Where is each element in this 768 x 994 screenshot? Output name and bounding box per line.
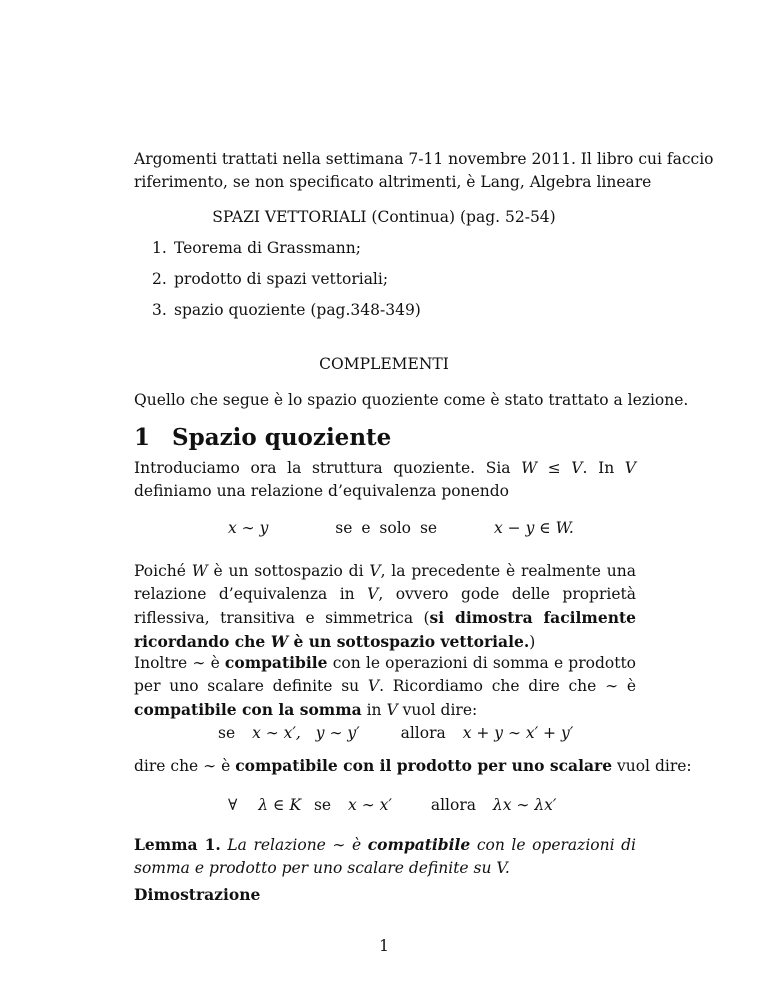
section-heading <box>134 424 391 451</box>
list-item-number: 1. <box>152 239 167 257</box>
intro-line-2: riferimento, se non specificato altrimenti, è Lang, Algebra lineare <box>134 173 652 191</box>
eq-mid: se e solo se <box>335 519 438 537</box>
paragraph-intro: Introduciamo ora la struttura quoziente. Sia W ≤ V. In V definiamo una relazione d’equivalenza ponendo <box>134 459 636 500</box>
list-item <box>152 270 388 288</box>
proof-heading: Dimostrazione <box>134 885 261 904</box>
list-item-number: 3. <box>152 301 167 319</box>
section-number: 1 <box>134 424 151 451</box>
list-item <box>152 239 361 257</box>
eq-left: x ∼ y <box>228 519 269 537</box>
topic-heading: SPAZI VETTORIALI (Continua) (pag. 52-54) <box>212 208 556 226</box>
equivalence-definition <box>228 519 574 537</box>
list-item-number: 2. <box>152 270 167 288</box>
lemma-statement: Lemma 1. La relazione ∼ è compatibile con le operazioni di somma e prodotto per uno scalare definite su V. <box>134 835 636 877</box>
complementi-heading: COMPLEMENTI <box>319 355 449 373</box>
scalar-compatibility-formula: ∀ λ ∈ K se x ∼ x′ allora λx ∼ λx′ <box>228 796 557 814</box>
sum-compatibility-formula: se x ∼ x′, y ∼ y′ allora x + y ∼ x′ + y′ <box>218 724 574 742</box>
intro-line-1: Argomenti trattati nella settimana 7-11 novembre 2011. Il libro cui faccio <box>134 150 714 168</box>
list-item-text: Teorema di Grassmann; <box>174 239 361 257</box>
list-item-text: prodotto di spazi vettoriali; <box>174 270 389 288</box>
section-title: Spazio quoziente <box>172 424 392 451</box>
eq-right: x − y ∈ W. <box>494 519 574 537</box>
lemma-label: Lemma 1. <box>134 835 221 854</box>
page-number: 1 <box>379 937 389 955</box>
paragraph-compatibility: Inoltre ∼ è compatibile con le operazioni di somma e prodotto per uno scalare definite su V. Ricordiamo che dire che ∼ è compatibile con la somma in V vuol dire: <box>134 653 637 719</box>
paragraph-scalar: dire che ∼ è compatibile con il prodotto per uno scalare vuol dire: <box>134 756 692 775</box>
list-item-text: spazio quoziente (pag.348-349) <box>174 301 421 319</box>
list-item <box>152 301 421 319</box>
paragraph-equivalence: Poiché W è un sottospazio di V, la precedente è realmente una relazione d’equivalenza in V, ovvero gode delle proprietà riflessiva, transitiva e simmetrica (si dimostra facilmente ricordando che W è un sottospazio vettoriale.) <box>134 562 636 651</box>
complementi-text: Quello che segue è lo spazio quoziente come è stato trattato a lezione. <box>134 391 689 409</box>
